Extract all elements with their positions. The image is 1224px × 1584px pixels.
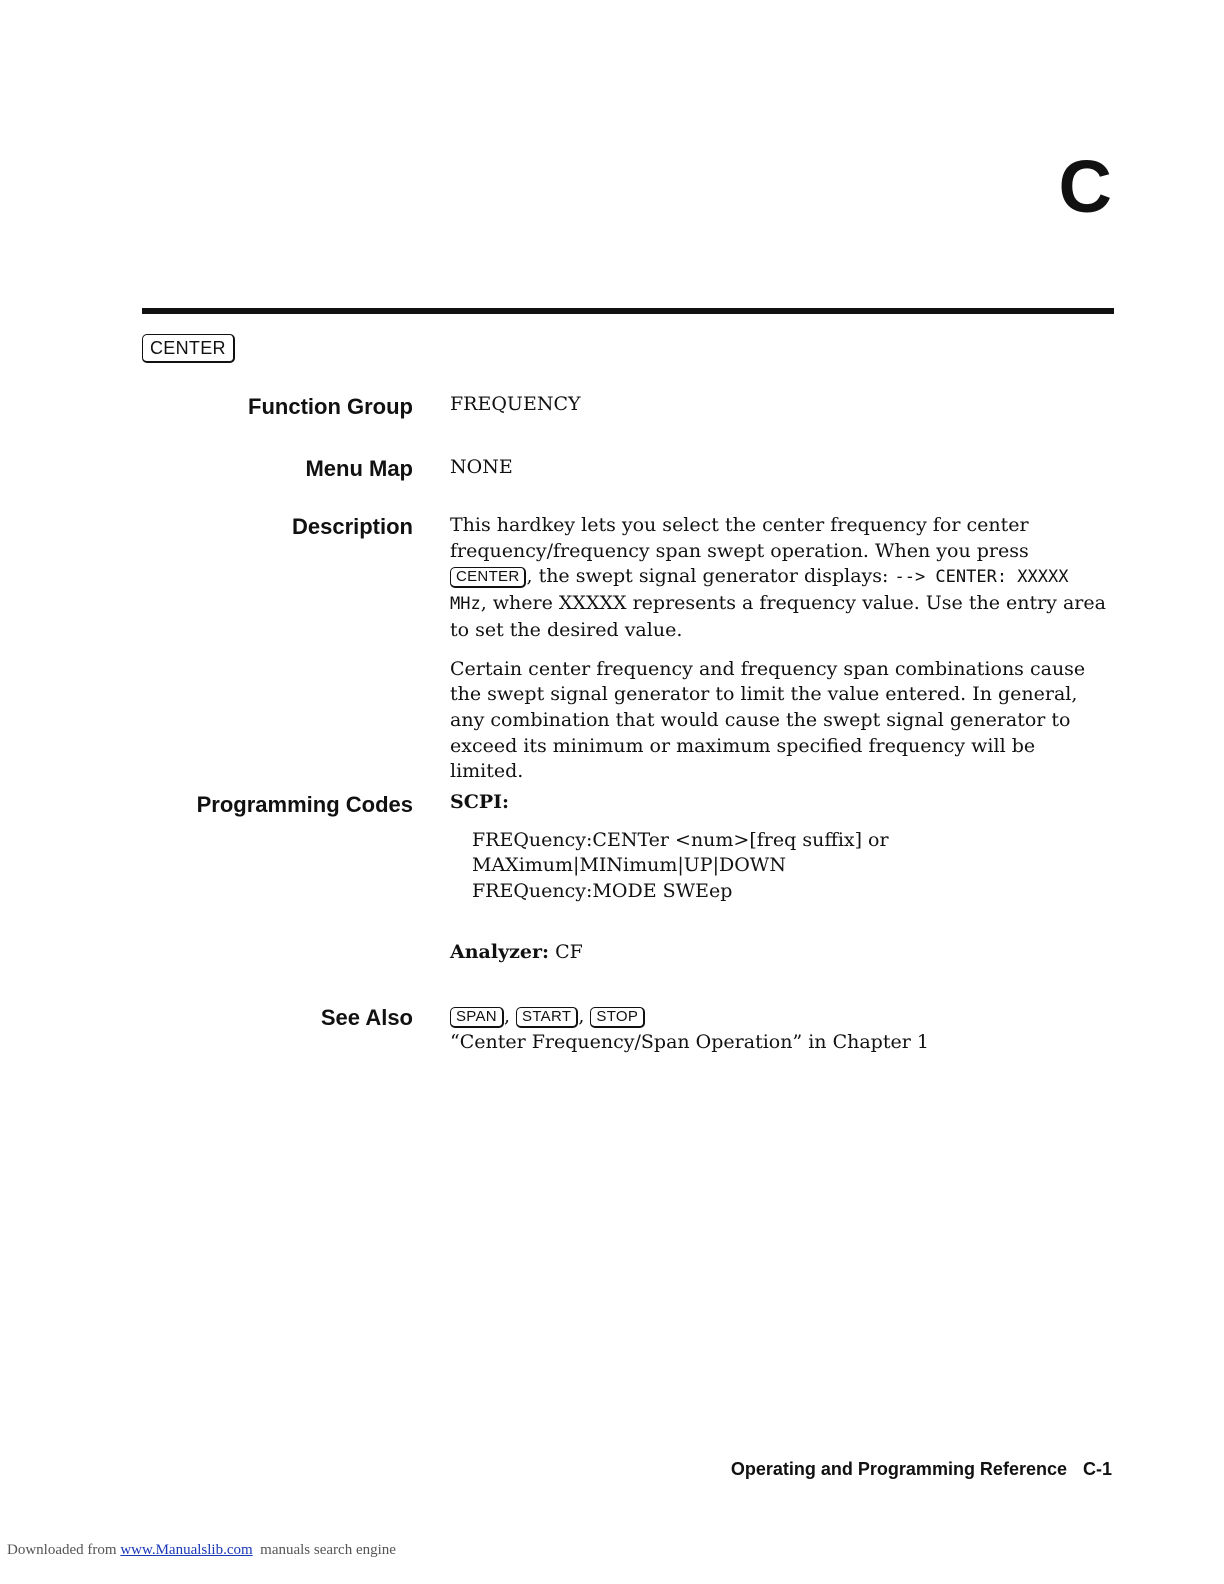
chapter-letter: C [1058,145,1112,228]
analyzer-value: CF [555,940,583,963]
description-text-a: This hardkey lets you select the center frequency for center frequency/frequency span swept operation. When you press [450,514,1029,562]
display-readout: --> CENTER: XXXXX MHz [450,567,1069,615]
see-also-reference: “Center Frequency/Span Operation” in Chapter 1 [450,1030,929,1053]
see-also-label: See Also [320,1005,413,1030]
key-separator: , [578,1005,585,1027]
description-paragraph-2: Certain center frequency and frequency span combinations cause the swept signal generator to limit the value entered. In general, any combination that would cause the swept signal generator to exceed its minimum or maximum specified frequency will be limited. [450,657,1086,783]
scpi-line: FREQuency:CENTer <num>[freq suffix] or [472,828,889,851]
download-prefix: Downloaded from [7,1542,117,1558]
stop-key: STOP [590,1007,645,1028]
span-key: SPAN [450,1007,504,1028]
menu-map-value: NONE [450,456,513,478]
center-key-title: CENTER [142,334,235,363]
menu-map-label: Menu Map [305,456,413,481]
description-label: Description [291,514,413,539]
page-number: C-1 [1082,1459,1112,1479]
description-text-b: , the swept signal generator displays: [526,565,889,588]
description-body [450,513,1110,785]
footer-title: Operating and Programming Reference [730,1459,1067,1479]
chapter-rule [142,308,1114,314]
scpi-line: FREQuency:MODE SWEep [472,880,733,903]
page-footer [731,1459,1112,1480]
programming-codes-body [450,790,1120,966]
scpi-commands [450,828,1120,905]
manualslib-link[interactable]: www.Manualslib.com [120,1542,253,1558]
key-separator: , [503,1005,510,1027]
function-group-value: FREQUENCY [450,393,581,415]
see-also-keys [450,1004,1120,1030]
description-text-c: , where XXXXX represents a frequency value. Use the entry area to set the desired value. [450,592,1106,641]
function-group-label: Function Group [248,394,413,419]
description-paragraph-1 [450,513,1110,644]
scpi-line: MAXimum|MINimum|UP|DOWN [472,854,786,877]
center-key-inline: CENTER [450,567,526,588]
start-key: START [516,1007,578,1028]
analyzer-line [450,940,1120,966]
see-also-body [450,1004,1120,1055]
download-notice [7,1542,396,1559]
scpi-label: SCPI: [450,791,510,813]
programming-codes-label: Programming Codes [196,792,413,817]
analyzer-label: Analyzer: [450,940,550,963]
download-suffix: manuals search engine [260,1542,396,1558]
